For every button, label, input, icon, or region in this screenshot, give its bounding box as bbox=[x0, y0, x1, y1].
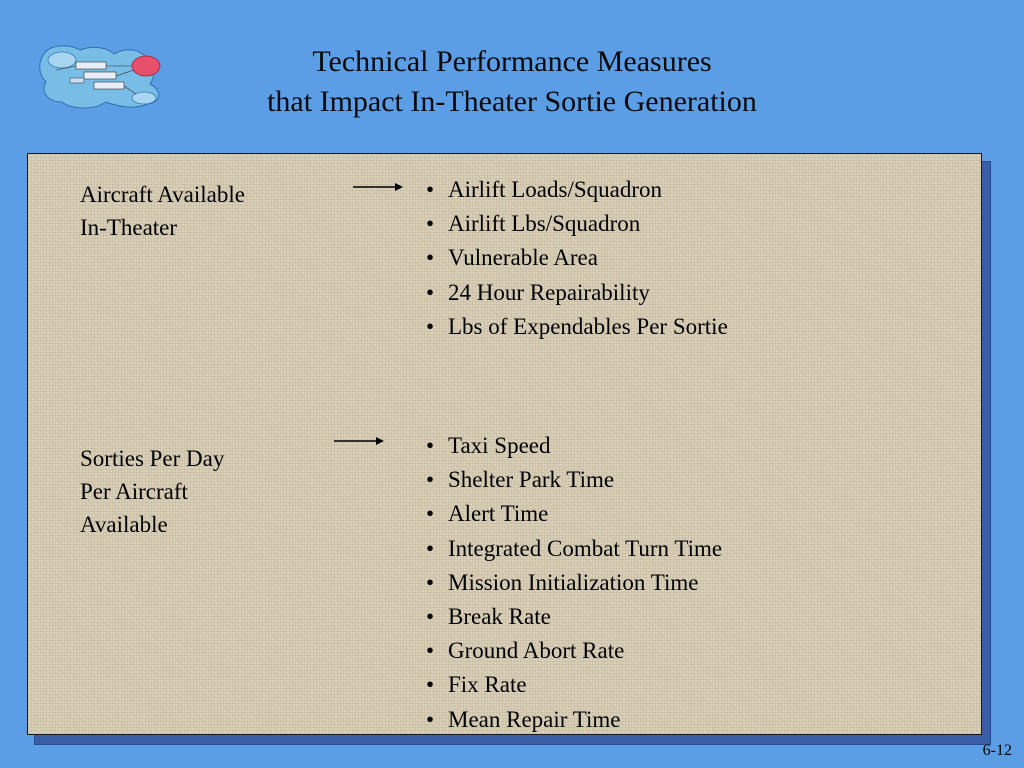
bullet-list-aircraft-available bbox=[421, 173, 728, 344]
slide-title bbox=[150, 42, 874, 122]
list-item: • Alert Time bbox=[421, 497, 722, 531]
list-item: • Integrated Combat Turn Time bbox=[421, 532, 722, 566]
list-item: • Fix Rate bbox=[421, 668, 722, 702]
list-item: • Lbs of Expendables Per Sortie bbox=[421, 310, 728, 344]
list-item: • 24 Hour Repairability bbox=[421, 276, 728, 310]
list-item: • Mean Repair Time bbox=[421, 703, 722, 737]
list-item: • Airlift Lbs/Squadron bbox=[421, 207, 728, 241]
section-label-aircraft-available: Aircraft Available In-Theater bbox=[80, 182, 245, 240]
right-arrow-icon bbox=[334, 435, 384, 447]
list-item: • Break Rate bbox=[421, 600, 722, 634]
bullet-list-sorties-per-day bbox=[421, 429, 722, 737]
list-item: • Ground Abort Rate bbox=[421, 634, 722, 668]
content-panel bbox=[27, 153, 982, 735]
list-item: • Taxi Speed bbox=[421, 429, 722, 463]
section-label-sorties-per-day: Sorties Per Day Per Aircraft Available bbox=[80, 446, 225, 537]
title-line-1: Technical Performance Measures bbox=[312, 45, 712, 78]
list-item: • Vulnerable Area bbox=[421, 241, 728, 275]
title-line-2: that Impact In-Theater Sortie Generation bbox=[267, 85, 757, 118]
list-item: • Airlift Loads/Squadron bbox=[421, 173, 728, 207]
process-map-icon bbox=[36, 40, 168, 112]
right-arrow-icon bbox=[353, 181, 403, 193]
list-item: • Shelter Park Time bbox=[421, 463, 722, 497]
list-item: • Mission Initialization Time bbox=[421, 566, 722, 600]
page-number: 6-12 bbox=[982, 742, 1012, 759]
process-map-logo bbox=[36, 40, 168, 112]
